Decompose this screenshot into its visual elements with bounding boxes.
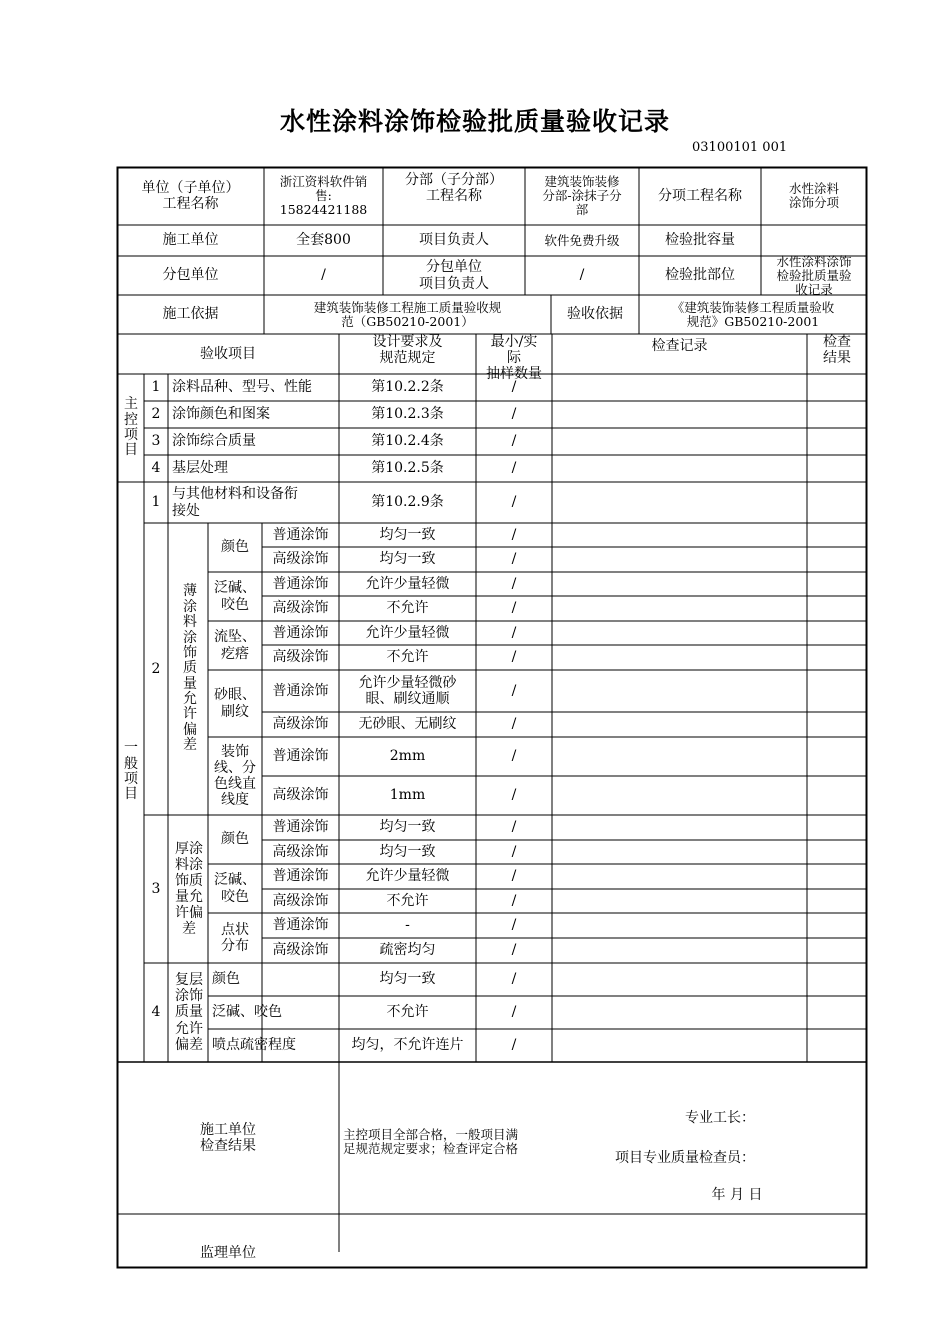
- batch-location-label: 检验批部位: [665, 267, 735, 284]
- thick-sample: /: [511, 942, 517, 959]
- thick-group: 颜色: [221, 831, 249, 848]
- thin-grade: 高级涂饰: [272, 649, 329, 666]
- multi-coating-no: 4: [151, 1004, 161, 1021]
- construction-basis-label: 施工依据: [162, 306, 219, 323]
- multi-requirement: 均匀，不允许连片: [351, 1037, 464, 1054]
- thin-coating-label-text: 薄涂料涂饰质量允许偏差: [183, 583, 197, 754]
- subcontractor-manager-label: 分包单位 项目负责人: [419, 259, 489, 292]
- subcontractor-manager-value: /: [579, 267, 585, 284]
- thick-coating-label-text: 厚涂料涂饰质量允许偏差: [175, 840, 203, 938]
- multi-sample: /: [511, 971, 517, 988]
- thick-requirement: 允许少量轻微: [365, 868, 450, 885]
- supervision-unit-label: 监理单位: [200, 1245, 256, 1261]
- subdivision-name-label: 分部（子分部） 工程名称: [405, 172, 503, 205]
- main-row-no: 4: [151, 460, 161, 477]
- subcontractor-label: 分包单位: [162, 267, 219, 284]
- batch-capacity-value: [761, 225, 867, 256]
- thin-requirement: 均匀一致: [379, 526, 436, 543]
- thin-grade: 高级涂饰: [272, 600, 329, 617]
- thick-sample: /: [511, 868, 517, 885]
- thick-coating-label: [173, 815, 205, 963]
- subdivision-name-value: 建筑装饰装修 分部-涂抹子分 部: [542, 174, 622, 217]
- thin-requirement: 无砂眼、无刷纹: [358, 716, 457, 733]
- thin-grade: 普通涂饰: [272, 748, 329, 765]
- thick-requirement: 不允许: [386, 892, 429, 909]
- main-row-sample: /: [511, 460, 517, 477]
- multi-requirement: 均匀一致: [379, 971, 436, 988]
- multi-sample: /: [511, 1004, 517, 1021]
- thin-group: 流坠、 疙瘩: [214, 629, 256, 662]
- thin-requirement: 允许少量轻微砂 眼、刷纹通顺: [358, 674, 457, 707]
- main-row-no: 1: [151, 379, 161, 396]
- thin-requirement: 1mm: [389, 787, 426, 804]
- main-row-sample: /: [511, 406, 517, 423]
- unit-name-label: 单位（子单位） 工程名称: [141, 179, 240, 212]
- general-row-no: 1: [151, 494, 161, 511]
- main-row-requirement: 第10.2.5条: [371, 460, 444, 477]
- main-row-sample: /: [511, 433, 517, 450]
- main-row-requirement: 第10.2.4条: [371, 433, 444, 450]
- project-manager-label: 项目负责人: [419, 232, 489, 249]
- main-row-name: 基层处理: [172, 460, 228, 477]
- thin-sample: /: [511, 787, 517, 804]
- item-name-value: 水性涂料 涂饰分项: [788, 181, 839, 210]
- construction-unit-value: 全套800: [296, 232, 351, 249]
- thin-coating-no: 2: [151, 660, 161, 677]
- project-manager-value: 软件免费升级: [544, 232, 620, 248]
- thin-sample: /: [511, 649, 517, 666]
- thick-requirement: 疏密均匀: [379, 942, 436, 959]
- thin-sample: /: [511, 551, 517, 568]
- thick-sample: /: [511, 892, 517, 909]
- main-row-no: 2: [151, 406, 161, 423]
- multi-requirement: 不允许: [386, 1004, 429, 1021]
- multi-row-name: 颜色: [212, 971, 240, 988]
- acceptance-basis-value: 《建筑装饰装修工程质量验收 规范》GB50210-2001: [671, 299, 835, 329]
- multi-row-name: 喷点疏密程度: [212, 1037, 296, 1054]
- main-row-name: 涂饰颜色和图案: [172, 406, 270, 423]
- general-items-label: 一般项目: [124, 740, 138, 803]
- thin-sample: /: [511, 600, 517, 617]
- check-date: 年 月 日: [711, 1186, 763, 1203]
- thick-sample: /: [511, 843, 517, 860]
- main-row-name: 涂饰综合质量: [172, 433, 256, 450]
- main-row-sample: /: [511, 379, 517, 396]
- thick-grade: 高级涂饰: [272, 892, 329, 909]
- multi-sample: /: [511, 1037, 517, 1054]
- thin-grade: 高级涂饰: [272, 716, 329, 733]
- thick-grade: 普通涂饰: [272, 819, 329, 836]
- thin-group: 装饰 线、分 色线直 线度: [214, 743, 256, 809]
- thin-requirement: 允许少量轻微: [365, 624, 450, 641]
- general-row-sample: /: [511, 494, 517, 511]
- thin-coating-label: [175, 523, 205, 815]
- thick-group: 点状 分布: [221, 921, 249, 954]
- thin-group: 砂眼、 刷纹: [214, 687, 256, 720]
- multi-row-name: 泛碱、咬色: [212, 1004, 282, 1021]
- thin-grade: 普通涂饰: [272, 575, 329, 592]
- construction-basis-value: 建筑装饰装修工程施工质量验收规 范（GB50210-2001）: [313, 299, 502, 329]
- thin-requirement: 允许少量轻微: [365, 575, 450, 592]
- thick-requirement: -: [405, 917, 410, 934]
- thin-grade: 普通涂饰: [272, 526, 329, 543]
- form-code: 03100101 001: [692, 140, 788, 155]
- main-row-requirement: 第10.2.2条: [371, 379, 444, 396]
- item-name-label: 分项工程名称: [658, 187, 742, 204]
- thin-sample: /: [511, 624, 517, 641]
- thin-grade: 高级涂饰: [272, 787, 329, 804]
- thin-requirement: 2mm: [389, 748, 426, 765]
- thin-requirement: 不允许: [386, 600, 429, 617]
- general-row-requirement: 第10.2.9条: [371, 494, 444, 511]
- col-header-requirement: 设计要求及 规范规定: [372, 334, 443, 367]
- batch-capacity-label: 检验批容量: [665, 232, 735, 249]
- thin-sample: /: [511, 748, 517, 765]
- quality-inspector-signature-label: 项目专业质量检查员：: [615, 1149, 755, 1166]
- col-header-record: 检查记录: [651, 338, 708, 354]
- acceptance-record-table: [117, 167, 867, 1261]
- thin-sample: /: [511, 575, 517, 592]
- thin-sample: /: [511, 682, 517, 699]
- thick-requirement: 均匀一致: [379, 843, 436, 860]
- main-row-name: 涂料品种、型号、性能: [172, 379, 312, 396]
- thin-group: 泛碱、 咬色: [214, 580, 256, 613]
- col-header-sample: 最小/实 际 抽样数量: [486, 334, 542, 383]
- main-row-no: 3: [151, 433, 161, 450]
- multi-coating-label-text: 复层涂饰质量允许偏差: [175, 972, 203, 1053]
- thin-group: 颜色: [221, 539, 249, 556]
- foreman-signature-label: 专业工长：: [685, 1109, 755, 1126]
- construction-unit-label: 施工单位: [162, 232, 219, 249]
- col-header-item: 验收项目: [200, 345, 256, 362]
- multi-coating-label: [173, 963, 205, 1062]
- construction-check-result-label: 施工单位 检查结果: [200, 1121, 256, 1154]
- main-control-label: 主控项目: [124, 396, 138, 459]
- construction-check-result-text: 主控项目全部合格，一般项目满 足规范规定要求；检查评定合格: [343, 1127, 519, 1156]
- general-row-name: 与其他材料和设备衔 接处: [172, 486, 298, 519]
- thick-grade: 高级涂饰: [272, 942, 329, 959]
- thin-grade: 普通涂饰: [272, 624, 329, 641]
- thick-sample: /: [511, 917, 517, 934]
- thin-requirement: 均匀一致: [379, 551, 436, 568]
- thick-grade: 普通涂饰: [272, 868, 329, 885]
- thin-grade: 普通涂饰: [272, 682, 329, 699]
- document-title: 水性涂料涂饰检验批质量验收记录: [279, 107, 670, 136]
- unit-name-value: 浙江资料软件销 售: 15824421188: [279, 174, 368, 217]
- thin-requirement: 不允许: [386, 649, 429, 666]
- thin-sample: /: [511, 716, 517, 733]
- thick-group: 泛碱、 咬色: [214, 872, 256, 905]
- thick-requirement: 均匀一致: [379, 819, 436, 836]
- thick-grade: 高级涂饰: [272, 843, 329, 860]
- col-header-result: 检查 结果: [823, 334, 851, 367]
- thick-grade: 普通涂饰: [272, 917, 329, 934]
- thin-sample: /: [511, 526, 517, 543]
- thick-sample: /: [511, 819, 517, 836]
- thick-coating-no: 3: [151, 880, 161, 897]
- acceptance-basis-label: 验收依据: [567, 306, 623, 323]
- thin-grade: 高级涂饰: [272, 551, 329, 568]
- subcontractor-value: /: [321, 267, 326, 284]
- main-row-requirement: 第10.2.3条: [371, 406, 444, 423]
- batch-location-value: 水性涂料涂饰 检验批质量验 收记录: [776, 253, 852, 297]
